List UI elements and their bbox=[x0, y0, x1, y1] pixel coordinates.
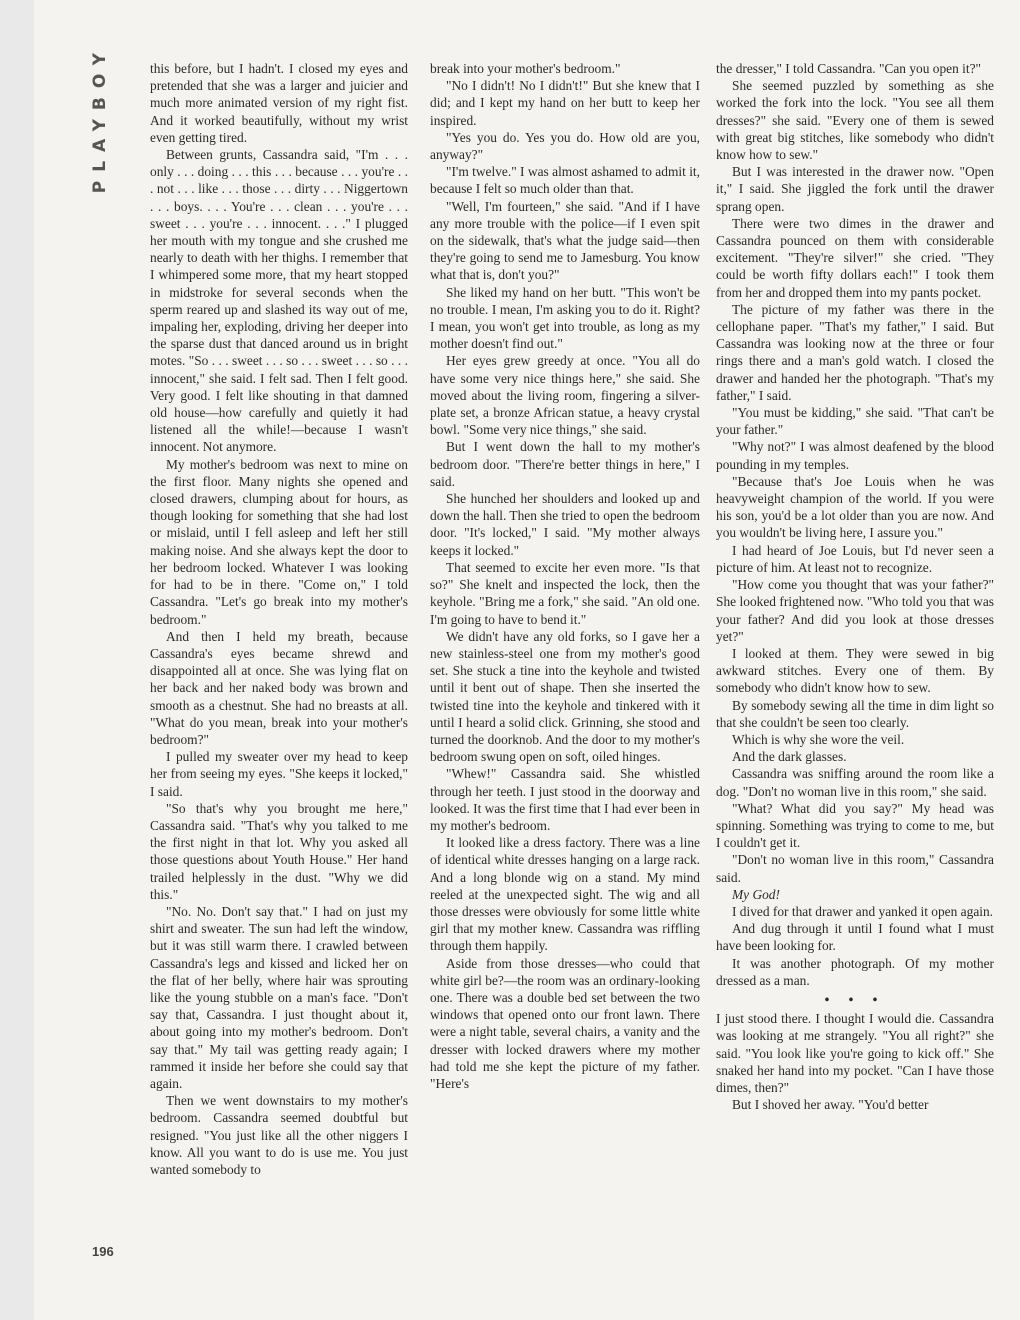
paragraph: But I was interested in the drawer now. "Open it," I said. She jiggled the fork until the drawer sprang open. bbox=[716, 164, 994, 214]
magazine-page bbox=[34, 0, 1020, 1320]
paragraph: "How come you thought that was your father?" She looked frightened now. "Who told you that was your father? And did you look at those dresses yet?" bbox=[716, 577, 994, 644]
paragraph: And the dark glasses. bbox=[732, 749, 847, 765]
section-break: • • • bbox=[824, 991, 886, 1007]
paragraph: "You must be kidding," she said. "That can't be your father." bbox=[716, 405, 994, 438]
paragraph: the dresser," I told Cassandra. "Can you open it?" bbox=[716, 61, 982, 76]
paragraph: I had heard of Joe Louis, but I'd never seen a picture of him. At least not to recognize. bbox=[716, 542, 994, 575]
text-column-1 bbox=[150, 60, 408, 1270]
paragraph: I just stood there. I thought I would die. Cassandra was looking at me strangely. "You all right?" she said. "You look like you're going to kick off." She snaked her hand into my pocket. "Can I have those dimes, then?" bbox=[716, 1011, 994, 1095]
paragraph: "Don't no woman live in this room," Cassandra said. bbox=[716, 852, 994, 885]
paragraph: "Whew!" Cassandra said. She whistled through her teeth. I just stood in the doorway and looked. It was the first time that I had ever been in my mother's bedroom. bbox=[430, 766, 700, 833]
paragraph: "Because that's Joe Louis when he was heavyweight champion of the world. If you were his son, you'd be a lot older than you are now. And you wouldn't be living here, I assure you." bbox=[716, 473, 994, 541]
page-number: 196 bbox=[92, 1244, 114, 1259]
paragraph: My mother's bedroom was next to mine on the first floor. Many nights she opened and closed drawers, clumping about for hours, as though looking for something that she had lost or mislaid, until I fell asleep and left her still making noise. And she always kept the door to her bedroom locked. Whatever I was looking for had to be in there. "Come on," I told Cassandra. "Let's go break into my mother's bedroom." bbox=[150, 456, 408, 627]
paragraph: "So that's why you brought me here," Cassandra said. "That's why you talked to me the first night in that lot. Why you asked all those questions about Youth House." Her hand trailed helplessly in the dust. "Why we did this." bbox=[150, 800, 408, 902]
paragraph: Then we went downstairs to my mother's bedroom. Cassandra seemed doubtful but resigned. "You just like all the other niggers I know. All you want to do is use me. You just wanted somebody to bbox=[150, 1093, 408, 1177]
paragraph: She hunched her shoulders and looked up and down the hall. Then she tried to open the bedroom door. "It's locked," I said. "My mother always keeps it locked." bbox=[430, 491, 700, 558]
paragraph: Aside from those dresses—who could that white girl be?—the room was an ordinary-looking one. There was a double bed set between the two windows that opened onto our front lawn. There were a night table, several chairs, a vanity and the dresser with locked drawers where my mother had told me she kept the picture of my father. "Here's bbox=[430, 955, 700, 1091]
paragraph: That seemed to excite her even more. "Is that so?" She knelt and inspected the lock, then the keyhole. "Bring me a fork," she said. "An old one. I'm going to have to bend it." bbox=[430, 559, 700, 627]
paragraph: Between grunts, Cassandra said, "I'm . . . only . . . doing . . . this . . . because . . . you're . . . not . . . like . . . those . . . dirty . . . Niggertown . . . boys. . . . You're . . . clean . . . you're . . . sweet . . . you're . . . innocent. . . ." I plugged her mouth with my tongue and she crushed me nearly to death with her thighs. I remember that I whimpered some more, that my heart stopped in midstroke for several seconds when the sperm reared up and slashed its way out of me, impaling her, exploding, driving her deeper into the sparse dust that danced around us in bright motes. "So . . . sweet . . . so . . . sweet . . . so . . . innocent," she said. I felt sad. Then I felt good. Very good. I felt like shouting in that damned old house—how carefully and quietly it had listened all the while!—because I wasn't innocent. Not anymore. bbox=[150, 147, 408, 455]
paragraph: Her eyes grew greedy at once. "You all do have some very nice things here," she said. She moved about the living room, fingering a silver-plate set, a bronze African statue, a heavy crystal bowl. "Some very nice things," she said. bbox=[430, 353, 700, 438]
paragraph: It looked like a dress factory. There was a line of identical white dresses hanging on a large rack. And a long blonde wig on a stand. My mind reeled at the unexpected sight. The wig and all those dresses were obviously for some little white girl that my mother knew. Cassandra was riffling through them happily. bbox=[430, 835, 700, 954]
paragraph: "I'm twelve." I was almost ashamed to admit it, because I felt so much older than that. bbox=[430, 164, 700, 197]
paragraph: "What? What did you say?" My head was spinning. Something was trying to come to me, but I couldn't get it. bbox=[716, 800, 994, 851]
paragraph: this before, but I hadn't. I closed my eyes and pretended that she was a larger and juicier and much more animated version of my right fist. And it worked beautifully, without my wrist even getting tired. bbox=[150, 61, 408, 145]
paragraph: "Well, I'm fourteen," she said. "And if I have any more trouble with the police—if I even spit on the sidewalk, that's what the judge said—then they're going to send me to Jamesburg. You know what that is, don't you?" bbox=[430, 198, 700, 283]
paragraph: "No. No. Don't say that." I had on just my shirt and sweater. The sun had left the window, but it was still warm there. I crawled between Cassandra's legs and kissed and licked her on the flat of her belly, where hair was sprouting like the young stubble on a man's face. "Don't say that, Cassandra. I just thought about it, about going into my mother's bedroom. Don't say that." My tail was getting ready again; I rammed it inside her before she could say that again. bbox=[150, 903, 408, 1091]
paragraph: My God! bbox=[732, 886, 780, 902]
paragraph: I dived for that drawer and yanked it open again. bbox=[732, 903, 994, 919]
paragraph: There were two dimes in the drawer and Cassandra pounced on them with considerable excitement. "They're silver!" she cried. "They could be worth fifty dollars each!" I took them from her and dropped them into my pants pocket. bbox=[716, 215, 994, 300]
paragraph: Which is why she wore the veil. bbox=[732, 731, 905, 747]
paragraph: break into your mother's bedroom." bbox=[430, 61, 621, 76]
paragraph: And then I held my breath, because Cassandra's eyes became shrewd and disappointed all at once. She was lying flat on her back and her naked body was brown and smooth as a chestnut. She had no breasts at all. "What do you mean, break into your mother's bedroom?" bbox=[150, 628, 408, 747]
text-column-3 bbox=[716, 60, 994, 1270]
paragraph: She liked my hand on her butt. "This won't be no trouble. I mean, I'm asking you to do it. Right? I mean, you won't get into trouble, as long as my mother doesn't find out." bbox=[430, 284, 700, 352]
paragraph: We didn't have any old forks, so I gave her a new stainless-steel one from my mother's good set. She stuck a tine into the keyhole and twisted until it bent out of shape. Then she inserted the twisted tine into the keyhole and tinkered with it until I heard a solid click. Grinning, she stood and turned the doorknob. And the door to my mother's bedroom swung open on soft, oiled hinges. bbox=[430, 628, 700, 765]
paragraph: By somebody sewing all the time in dim light so that she couldn't be seen too clearly. bbox=[716, 697, 994, 730]
paragraph: But I went down the hall to my mother's bedroom door. "There're better things in here," I said. bbox=[430, 439, 700, 489]
paragraph: She seemed puzzled by something as she worked the fork into the lock. "You see all them dresses?" she said. "Every one of them is sewed with great big stitches, like somebody who didn't know how to sew." bbox=[716, 78, 994, 163]
paragraph: "Why not?" I was almost deafened by the blood pounding in my temples. bbox=[716, 439, 994, 472]
paragraph: I pulled my sweater over my head to keep her from seeing my eyes. "She keeps it locked," I said. bbox=[150, 749, 408, 799]
paragraph: "Yes you do. Yes you do. How old are you, anyway?" bbox=[430, 129, 700, 163]
paragraph: It was another photograph. Of my mother dressed as a man. bbox=[716, 955, 994, 988]
masthead: PLAYBOY bbox=[90, 44, 110, 194]
paragraph: I looked at them. They were sewed in big awkward stitches. Every one of them. By somebody who didn't know how to sew. bbox=[716, 645, 994, 696]
paragraph: Cassandra was sniffing around the room like a dog. "Don't no woman live in this room," she said. bbox=[716, 766, 994, 799]
text-column-2 bbox=[430, 60, 700, 1270]
paragraph: "No I didn't! No I didn't!" But she knew that I did; and I kept my hand on her butt to keep her inspired. bbox=[430, 78, 700, 128]
paragraph: The picture of my father was there in the cellophane paper. "That's my father," I said. But Cassandra was looking now at the three or four rings there and a man's gold watch. I closed the drawer and handed her the photograph. "That's my father," I said. bbox=[716, 301, 994, 403]
paragraph: But I shoved her away. "You'd better bbox=[732, 1097, 929, 1113]
paragraph: And dug through it until I found what I must have been looking for. bbox=[716, 921, 994, 954]
